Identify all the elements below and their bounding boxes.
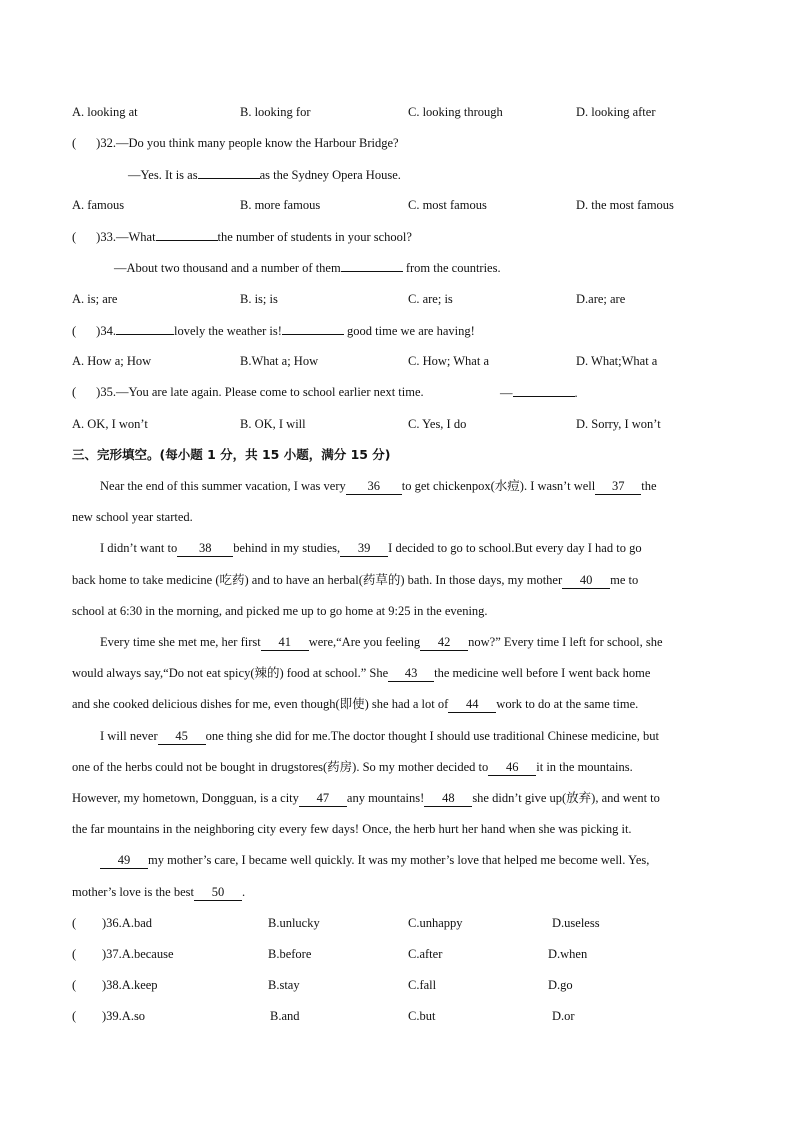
option-b: B. more famous (240, 198, 321, 212)
passage-text: my mother’s care, I became well quickly. It was my mother’s love that helped me become well. Yes, (148, 853, 650, 868)
passage-text: However, my hometown, Dongguan, is a city (72, 791, 299, 806)
blank-47[interactable]: 47 (299, 791, 347, 807)
blank-43[interactable]: 43 (388, 666, 434, 682)
question-text: lovely the weather is! (173, 324, 282, 338)
passage-text: Every time she met me, her first (100, 635, 261, 650)
blank-38[interactable]: 38 (177, 541, 233, 557)
question-number: )32. (96, 136, 116, 150)
option-b: B.What a; How (240, 354, 319, 368)
section-heading: 三、完形填空。(每小题 1 分，共 15 小题，满分 15 分) (72, 447, 391, 462)
passage-text: the medicine well before I went back home (434, 666, 651, 681)
paren-open: ( (72, 136, 77, 150)
passage-text: one of the herbs could not be bought in drugstores(药房). So my mother decided to (72, 759, 489, 774)
choice-b: B.and (270, 1009, 300, 1023)
paren-open: ( (72, 947, 77, 961)
blank-48[interactable]: 48 (424, 791, 472, 807)
option-a: A. looking at (72, 105, 138, 119)
question-35 (72, 383, 424, 401)
choice-c: C.but (408, 1009, 436, 1023)
choice-b: B.before (268, 947, 312, 961)
choice-a: )36.A.bad (102, 916, 152, 930)
passage-text: new school year started. (72, 510, 193, 525)
blank-39[interactable]: 39 (340, 541, 388, 557)
option-d: D. the most famous (576, 198, 674, 212)
reply-end: . (574, 386, 578, 400)
passage-text: and she cooked delicious dishes for me, even though(即使) she had a lot of (72, 697, 449, 712)
option-c: C. How; What a (408, 354, 490, 368)
question-text: —You are late again. Please come to school earlier next time. (115, 385, 424, 399)
choice-c: C.unhappy (408, 916, 463, 930)
choice-c: C.fall (408, 978, 437, 992)
reply-dash: — (500, 386, 513, 400)
blank-42[interactable]: 42 (420, 635, 468, 651)
option-c: C. Yes, I do (408, 417, 467, 431)
blank-46[interactable]: 46 (488, 760, 536, 776)
paren-open: ( (72, 978, 77, 992)
paren-open: ( (72, 230, 77, 244)
question-number: )35. (96, 385, 116, 399)
choice-d: D.when (548, 947, 588, 961)
question-33-answer (114, 258, 501, 277)
passage-text: Near the end of this summer vacation, I was very (100, 479, 346, 493)
choice-a: )37.A.because (102, 947, 174, 961)
question-text-end: good time we are having! (343, 324, 475, 338)
option-a: A. OK, I won’t (72, 417, 148, 431)
paren-open: ( (72, 385, 77, 399)
passage-text: it in the mountains. (536, 759, 633, 774)
question-33 (72, 227, 412, 246)
option-a: A. How a; How (72, 354, 152, 368)
passage-text: would always say,“Do not eat spicy(辣的) food at school.” She (72, 666, 389, 681)
option-b: B. OK, I will (240, 417, 306, 431)
paren-open: ( (72, 916, 77, 930)
passage-text: the (641, 479, 657, 493)
question-34 (72, 321, 475, 340)
question-text-end: the number of students in your school? (217, 230, 412, 244)
question-35-reply (500, 383, 578, 402)
choice-c: C.after (408, 947, 443, 961)
answer-text-end: as the Sydney Opera House. (259, 168, 401, 182)
paren-open: ( (72, 324, 77, 338)
blank-36[interactable]: 36 (346, 479, 402, 495)
passage-text: were,“Are you feeling (308, 635, 421, 650)
passage-text: now?” Every time I left for school, she (468, 635, 663, 650)
passage-text: back home to take medicine (吃药) and to have an herbal(药草的) bath. In those days, my mother (72, 572, 563, 587)
passage-text: I will never (100, 728, 158, 743)
question-text: —What (115, 230, 156, 244)
choice-a: )39.A.so (102, 1009, 146, 1023)
option-c: C. most famous (408, 198, 487, 212)
passage-text: one thing she did for me.The doctor thought I should use traditional Chinese medicine, but (205, 728, 660, 743)
question-number: )34. (96, 324, 116, 338)
passage-text: work to do at the same time. (496, 697, 639, 712)
answer-text-end: from the countries. (402, 261, 501, 275)
blank-50[interactable]: 50 (194, 885, 242, 901)
choice-d: D.go (548, 978, 573, 992)
choice-b: B.unlucky (268, 916, 320, 930)
question-text: —Do you think many people know the Harbour Bridge? (115, 136, 399, 150)
answer-blank[interactable] (513, 383, 575, 397)
passage-text: school at 6:30 in the morning, and picked me up to go home at 9:25 in the evening. (72, 603, 488, 618)
question-32-answer (128, 165, 401, 184)
cloze-passage (72, 471, 724, 908)
choice-d: D.useless (552, 916, 600, 930)
option-b: B. is; is (240, 292, 278, 306)
passage-text: . (241, 884, 246, 899)
option-d: D. looking after (576, 105, 656, 119)
option-b: B. looking for (240, 105, 311, 119)
option-a: A. famous (72, 198, 125, 212)
choice-b: B.stay (268, 978, 300, 992)
option-a: A. is; are (72, 292, 118, 306)
paren-open: ( (72, 1009, 77, 1023)
passage-text: the far mountains in the neighboring city every few days! Once, the herb hurt her hand when she was picking it. (72, 822, 632, 837)
option-c: C. are; is (408, 292, 453, 306)
passage-text: any mountains! (346, 791, 425, 806)
option-d: D. Sorry, I won’t (576, 417, 661, 431)
choice-d: D.or (552, 1009, 575, 1023)
passage-text: I didn’t want to (100, 541, 178, 556)
question-number: )33. (96, 230, 116, 244)
blank-41[interactable]: 41 (261, 635, 309, 651)
passage-text: behind in my studies, (233, 541, 341, 556)
blank-37[interactable]: 37 (595, 479, 641, 495)
option-c: C. looking through (408, 105, 503, 119)
option-d: D.are; are (576, 292, 626, 306)
blank-44[interactable]: 44 (448, 697, 496, 713)
passage-text: me to (610, 572, 639, 587)
answer-blank-1[interactable] (116, 321, 174, 335)
answer-text: —Yes. It is as (128, 168, 198, 182)
answer-text: —About two thousand and a number of them (114, 261, 341, 275)
blank-40[interactable]: 40 (562, 573, 610, 589)
answer-blank-2[interactable] (282, 321, 344, 335)
passage-text: she didn’t give up(放弃), and went to (472, 791, 660, 806)
blank-49[interactable]: 49 (100, 853, 148, 869)
question-32 (72, 134, 399, 152)
passage-text: mother’s love is the best (72, 884, 194, 899)
passage-text: to get chickenpox(水痘). I wasn’t well (401, 479, 596, 493)
choice-a: )38.A.keep (102, 978, 158, 992)
answer-blank[interactable] (198, 165, 260, 179)
option-d: D. What;What a (576, 354, 658, 368)
answer-blank[interactable] (341, 258, 403, 272)
passage-text: I decided to go to school.But every day I had to go (388, 541, 642, 556)
answer-blank[interactable] (156, 227, 218, 241)
blank-45[interactable]: 45 (158, 729, 206, 745)
